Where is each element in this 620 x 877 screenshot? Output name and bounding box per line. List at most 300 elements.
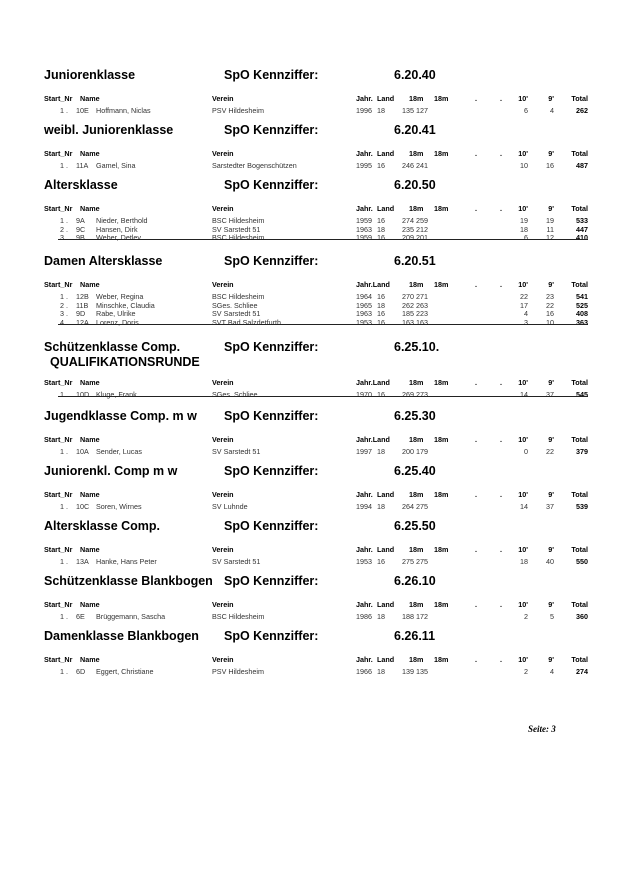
- start-id: 10E: [76, 106, 89, 115]
- count-9: 16: [546, 161, 554, 170]
- count-9: 4: [550, 667, 554, 676]
- class-title: Schützenklasse Comp.: [44, 340, 181, 354]
- header-start-nr: Start_Nr: [44, 204, 73, 213]
- header-18m-a: 18m: [409, 378, 424, 387]
- header-10: 10': [518, 545, 528, 554]
- class-title: Juniorenkl. Comp m w: [44, 464, 178, 478]
- club-name: PSV Hildesheim: [212, 106, 264, 115]
- birth-year: 1970: [356, 390, 372, 399]
- athlete-name: Nieder, Berthold: [96, 216, 148, 225]
- athlete-name: Gamel, Sina: [96, 161, 136, 170]
- header-dot: .: [475, 378, 477, 387]
- score-18m-a: 135: [402, 106, 414, 115]
- header-dot: .: [475, 545, 477, 554]
- header-dot: .: [500, 435, 502, 444]
- athlete-name: Sender, Lucas: [96, 447, 142, 456]
- athlete-name: Eggert, Christiane: [96, 667, 154, 676]
- header-verein: Verein: [212, 204, 234, 213]
- header-18m-b: 18m: [434, 378, 449, 387]
- header-name: Name: [80, 94, 100, 103]
- total-score: 408: [576, 309, 588, 319]
- count-10: 3: [524, 317, 528, 327]
- count-9: 22: [546, 300, 554, 310]
- result-row: [0, 447, 620, 458]
- result-row: [0, 390, 620, 401]
- header-land: Land: [377, 545, 395, 554]
- count-9: 5: [550, 612, 554, 621]
- birth-year: 1965: [356, 300, 372, 310]
- header-jahr-land: Jahr.Land: [356, 435, 390, 444]
- land-code: 16: [377, 233, 385, 243]
- header-name: Name: [80, 378, 100, 387]
- header-start-nr: Start_Nr: [44, 490, 73, 499]
- athlete-name: Hanke, Hans Peter: [96, 557, 157, 566]
- header-dot: .: [500, 280, 502, 289]
- header-land: Land: [377, 490, 395, 499]
- count-10: 6: [524, 106, 528, 115]
- header-start-nr: Start_Nr: [44, 378, 73, 387]
- count-10: 2: [524, 612, 528, 621]
- result-row: [0, 667, 620, 678]
- birth-year: 1959: [356, 216, 372, 225]
- header-start-nr: Start_Nr: [44, 94, 73, 103]
- land-code: 16: [377, 557, 385, 566]
- score-18m-b: 212: [416, 224, 428, 234]
- spo-code: 6.20.40: [394, 68, 436, 82]
- club-name: PSV Hildesheim: [212, 667, 264, 676]
- start-id: 11B: [76, 300, 89, 310]
- rank: 1 .: [60, 612, 68, 621]
- club-name: SV Sarstedt 51: [212, 557, 261, 566]
- header-verein: Verein: [212, 655, 234, 664]
- count-9: 16: [546, 309, 554, 319]
- header-land: Land: [377, 204, 395, 213]
- rank: 3 .: [60, 233, 68, 243]
- score-18m-a: 188: [402, 612, 414, 621]
- start-id: 9A: [76, 216, 85, 225]
- spo-code: 6.25.10.: [394, 340, 440, 354]
- birth-year: 1964: [356, 292, 372, 301]
- land-code: 18: [377, 300, 385, 310]
- count-9: 37: [546, 502, 554, 511]
- header-jahr: Jahr.: [356, 94, 373, 103]
- count-9: 19: [546, 216, 554, 225]
- result-row: [0, 161, 620, 172]
- total-score: 550: [576, 557, 588, 566]
- score-18m-a: 235: [402, 224, 414, 234]
- land-code: 16: [377, 292, 385, 301]
- land-code: 18: [377, 224, 385, 234]
- header-18m-b: 18m: [434, 490, 449, 499]
- class-title: Altersklasse Comp.: [44, 519, 161, 533]
- total-score: 545: [576, 390, 588, 399]
- header-dot: .: [475, 435, 477, 444]
- header-18m-b: 18m: [434, 545, 449, 554]
- column-header-row: [0, 600, 620, 611]
- header-18m-a: 18m: [409, 204, 424, 213]
- header-9: 9': [548, 490, 554, 499]
- start-id: 10A: [76, 447, 89, 456]
- header-verein: Verein: [212, 94, 234, 103]
- score-18m-b: 263: [416, 300, 428, 310]
- rank: 1 .: [60, 390, 68, 399]
- score-18m-b: 179: [416, 447, 428, 456]
- header-dot: .: [475, 600, 477, 609]
- header-name: Name: [80, 435, 100, 444]
- header-10: 10': [518, 149, 528, 158]
- column-header-row: [0, 149, 620, 160]
- spo-label: SpO Kennziffer:: [224, 178, 319, 192]
- start-id: 10C: [76, 502, 90, 511]
- score-18m-b: 223: [416, 309, 428, 319]
- header-9: 9': [548, 204, 554, 213]
- club-name: SV Sarstedt 51: [212, 447, 261, 456]
- count-10: 4: [524, 309, 528, 319]
- birth-year: 1994: [356, 502, 372, 511]
- header-18m-a: 18m: [409, 435, 424, 444]
- start-id: 9D: [76, 309, 86, 319]
- header-start-nr: Start_Nr: [44, 280, 73, 289]
- header-10: 10': [518, 378, 528, 387]
- rank: 1 .: [60, 216, 68, 225]
- count-9: 11: [546, 224, 554, 234]
- spo-code: 6.20.51: [394, 254, 436, 268]
- header-dot: .: [500, 490, 502, 499]
- header-18m-b: 18m: [434, 655, 449, 664]
- total-score: 410: [576, 233, 588, 243]
- start-id: 6E: [76, 612, 85, 621]
- column-header-row: [0, 545, 620, 556]
- rank: 2 .: [60, 300, 68, 310]
- header-name: Name: [80, 655, 100, 664]
- start-id: 11A: [76, 161, 89, 170]
- header-land: Land: [377, 655, 395, 664]
- score-18m-a: 264: [402, 502, 414, 511]
- header-verein: Verein: [212, 490, 234, 499]
- club-name: SV Luhnde: [212, 502, 248, 511]
- birth-year: 1966: [356, 667, 372, 676]
- total-score: 525: [576, 300, 588, 310]
- start-id: 6D: [76, 667, 86, 676]
- athlete-name: Weber, Regina: [96, 292, 144, 301]
- birth-year: 1963: [356, 224, 372, 234]
- header-9: 9': [548, 280, 554, 289]
- total-score: 539: [576, 502, 588, 511]
- header-start-nr: Start_Nr: [44, 545, 73, 554]
- header-dot: .: [475, 149, 477, 158]
- rank: 1 .: [60, 667, 68, 676]
- header-land: Land: [377, 149, 395, 158]
- header-10: 10': [518, 94, 528, 103]
- column-header-row: [0, 378, 620, 389]
- class-title: Damenklasse Blankbogen: [44, 629, 199, 643]
- birth-year: 1997: [356, 447, 372, 456]
- rank: 1 .: [60, 161, 68, 170]
- column-header-row: [0, 280, 620, 291]
- spo-code: 6.20.41: [394, 123, 436, 137]
- score-18m-a: 185: [402, 309, 414, 319]
- land-code: 16: [377, 317, 385, 327]
- count-10: 10: [520, 161, 528, 170]
- club-name: SV Sarstedt 51: [212, 309, 261, 319]
- class-title: Damen Altersklasse: [44, 254, 163, 268]
- header-jahr: Jahr.: [356, 490, 373, 499]
- header-10: 10': [518, 490, 528, 499]
- result-row: [0, 318, 620, 329]
- total-score: 447: [576, 224, 588, 234]
- land-code: 16: [377, 161, 385, 170]
- count-9: 22: [546, 447, 554, 456]
- total-score: 262: [576, 106, 588, 115]
- score-18m-b: 127: [416, 106, 428, 115]
- header-dot: .: [475, 94, 477, 103]
- header-dot: .: [500, 378, 502, 387]
- club-name: BSC Hildesheim: [212, 612, 265, 621]
- total-score: 379: [576, 447, 588, 456]
- header-18m-b: 18m: [434, 204, 449, 213]
- header-verein: Verein: [212, 280, 234, 289]
- header-9: 9': [548, 149, 554, 158]
- spo-label: SpO Kennziffer:: [224, 519, 319, 533]
- start-id: 10D: [76, 390, 90, 399]
- result-row: [0, 502, 620, 513]
- header-10: 10': [518, 204, 528, 213]
- header-name: Name: [80, 204, 100, 213]
- header-18m-b: 18m: [434, 600, 449, 609]
- column-header-row: [0, 435, 620, 446]
- header-10: 10': [518, 655, 528, 664]
- header-jahr-land: Jahr.Land: [356, 280, 390, 289]
- header-dot: .: [500, 655, 502, 664]
- spo-label: SpO Kennziffer:: [224, 629, 319, 643]
- header-jahr: Jahr.: [356, 655, 373, 664]
- header-jahr: Jahr.: [356, 545, 373, 554]
- rank: 1 .: [60, 447, 68, 456]
- header-start-nr: Start_Nr: [44, 600, 73, 609]
- total-score: 541: [576, 292, 588, 301]
- club-name: SGes. Schliee: [212, 390, 258, 399]
- result-row: [0, 557, 620, 568]
- score-18m-b: 275: [416, 557, 428, 566]
- birth-year: 1953: [356, 317, 372, 327]
- result-row: [0, 612, 620, 623]
- land-code: 16: [377, 390, 385, 399]
- score-18m-a: 274: [402, 216, 414, 225]
- class-title: weibl. Juniorenklasse: [44, 123, 174, 137]
- count-10: 18: [520, 557, 528, 566]
- class-title: Schützenklasse Blankbogen: [44, 574, 213, 588]
- club-name: SGes. Schliee: [212, 300, 258, 310]
- club-name: BSC Hildesheim: [212, 292, 265, 301]
- club-name: SVT Bad Salzdetfurth: [212, 317, 281, 327]
- score-18m-a: 246: [402, 161, 414, 170]
- count-10: 22: [520, 292, 528, 301]
- header-9: 9': [548, 435, 554, 444]
- score-18m-b: 163: [416, 317, 428, 327]
- header-18m-a: 18m: [409, 149, 424, 158]
- rank: 1 .: [60, 557, 68, 566]
- athlete-name: Soren, Wirnes: [96, 502, 142, 511]
- start-id: 12B: [76, 292, 89, 301]
- total-score: 360: [576, 612, 588, 621]
- header-land: Land: [377, 94, 395, 103]
- land-code: 18: [377, 447, 385, 456]
- rank: 3 .: [60, 309, 68, 319]
- score-18m-b: 135: [416, 667, 428, 676]
- spo-label: SpO Kennziffer:: [224, 123, 319, 137]
- header-total: Total: [571, 94, 588, 103]
- score-18m-b: 201: [416, 233, 428, 243]
- spo-code: 6.25.40: [394, 464, 436, 478]
- count-10: 19: [520, 216, 528, 225]
- header-verein: Verein: [212, 149, 234, 158]
- header-total: Total: [571, 545, 588, 554]
- spo-label: SpO Kennziffer:: [224, 574, 319, 588]
- header-9: 9': [548, 94, 554, 103]
- header-name: Name: [80, 545, 100, 554]
- header-total: Total: [571, 435, 588, 444]
- score-18m-a: 209: [402, 233, 414, 243]
- header-dot: .: [500, 94, 502, 103]
- spo-label: SpO Kennziffer:: [224, 409, 319, 423]
- spo-label: SpO Kennziffer:: [224, 254, 319, 268]
- count-10: 2: [524, 667, 528, 676]
- athlete-name: Hoffmann, Niclas: [96, 106, 151, 115]
- score-18m-b: 271: [416, 292, 428, 301]
- rank: 4 .: [60, 317, 68, 327]
- header-18m-a: 18m: [409, 490, 424, 499]
- header-10: 10': [518, 435, 528, 444]
- header-verein: Verein: [212, 600, 234, 609]
- header-9: 9': [548, 655, 554, 664]
- birth-year: 1963: [356, 309, 372, 319]
- header-name: Name: [80, 149, 100, 158]
- land-code: 18: [377, 106, 385, 115]
- class-subtitle: QUALIFIKATIONSRUNDE: [50, 355, 200, 369]
- club-name: Sarstedter Bogenschützen: [212, 161, 297, 170]
- header-verein: Verein: [212, 435, 234, 444]
- spo-code: 6.26.11: [394, 629, 436, 643]
- header-jahr: Jahr.: [356, 149, 373, 158]
- count-9: 37: [546, 390, 554, 399]
- count-10: 14: [520, 390, 528, 399]
- count-10: 14: [520, 502, 528, 511]
- header-18m-a: 18m: [409, 280, 424, 289]
- header-18m-b: 18m: [434, 149, 449, 158]
- rank: 1 .: [60, 292, 68, 301]
- start-id: 9B: [76, 233, 85, 243]
- score-18m-b: 275: [416, 502, 428, 511]
- header-jahr: Jahr.: [356, 600, 373, 609]
- score-18m-a: 275: [402, 557, 414, 566]
- score-18m-a: 163: [402, 317, 414, 327]
- athlete-name: Kluge, Frank: [96, 390, 137, 399]
- column-header-row: [0, 655, 620, 666]
- club-name: BSC Hildesheim: [212, 233, 265, 243]
- athlete-name: Lorenz, Doris: [96, 317, 139, 327]
- header-total: Total: [571, 204, 588, 213]
- spo-code: 6.25.50: [394, 519, 436, 533]
- rank: 1 .: [60, 106, 68, 115]
- header-dot: .: [475, 204, 477, 213]
- start-id: 12A: [76, 317, 89, 327]
- land-code: 16: [377, 309, 385, 319]
- birth-year: 1986: [356, 612, 372, 621]
- total-score: 487: [576, 161, 588, 170]
- class-title: Jugendklasse Comp. m w: [44, 409, 197, 423]
- count-9: 10: [546, 317, 554, 327]
- column-header-row: [0, 94, 620, 105]
- spo-label: SpO Kennziffer:: [224, 340, 319, 354]
- count-9: 12: [546, 233, 554, 243]
- count-10: 17: [520, 300, 528, 310]
- result-row: [0, 106, 620, 117]
- header-dot: .: [500, 149, 502, 158]
- score-18m-b: 259: [416, 216, 428, 225]
- land-code: 18: [377, 667, 385, 676]
- header-9: 9': [548, 545, 554, 554]
- header-dot: .: [475, 490, 477, 499]
- athlete-name: Minschke, Claudia: [96, 300, 155, 310]
- start-id: 13A: [76, 557, 89, 566]
- header-10: 10': [518, 600, 528, 609]
- header-18m-a: 18m: [409, 600, 424, 609]
- header-name: Name: [80, 280, 100, 289]
- spo-code: 6.26.10: [394, 574, 436, 588]
- total-score: 533: [576, 216, 588, 225]
- count-10: 18: [520, 224, 528, 234]
- header-18m-a: 18m: [409, 545, 424, 554]
- header-name: Name: [80, 600, 100, 609]
- header-18m-a: 18m: [409, 655, 424, 664]
- header-start-nr: Start_Nr: [44, 149, 73, 158]
- spo-code: 6.25.30: [394, 409, 436, 423]
- spo-label: SpO Kennziffer:: [224, 68, 319, 82]
- header-name: Name: [80, 490, 100, 499]
- header-dot: .: [500, 545, 502, 554]
- score-18m-b: 273: [416, 390, 428, 399]
- header-total: Total: [571, 600, 588, 609]
- header-land: Land: [377, 600, 395, 609]
- rank: 2 .: [60, 224, 68, 234]
- header-total: Total: [571, 655, 588, 664]
- score-18m-b: 241: [416, 161, 428, 170]
- score-18m-a: 262: [402, 300, 414, 310]
- birth-year: 1953: [356, 557, 372, 566]
- club-name: SV Sarstedt 51: [212, 224, 261, 234]
- header-jahr: Jahr.: [356, 204, 373, 213]
- land-code: 18: [377, 502, 385, 511]
- header-start-nr: Start_Nr: [44, 655, 73, 664]
- class-title: Altersklasse: [44, 178, 118, 192]
- club-name: BSC Hildesheim: [212, 216, 265, 225]
- header-9: 9': [548, 600, 554, 609]
- header-dot: .: [475, 655, 477, 664]
- spo-label: SpO Kennziffer:: [224, 464, 319, 478]
- land-code: 16: [377, 216, 385, 225]
- count-10: 6: [524, 233, 528, 243]
- start-id: 9C: [76, 224, 86, 234]
- header-total: Total: [571, 490, 588, 499]
- header-start-nr: Start_Nr: [44, 435, 73, 444]
- header-18m-b: 18m: [434, 94, 449, 103]
- result-row: [0, 233, 620, 244]
- birth-year: 1996: [356, 106, 372, 115]
- header-jahr-land: Jahr.Land: [356, 378, 390, 387]
- total-score: 274: [576, 667, 588, 676]
- land-code: 18: [377, 612, 385, 621]
- spo-code: 6.20.50: [394, 178, 436, 192]
